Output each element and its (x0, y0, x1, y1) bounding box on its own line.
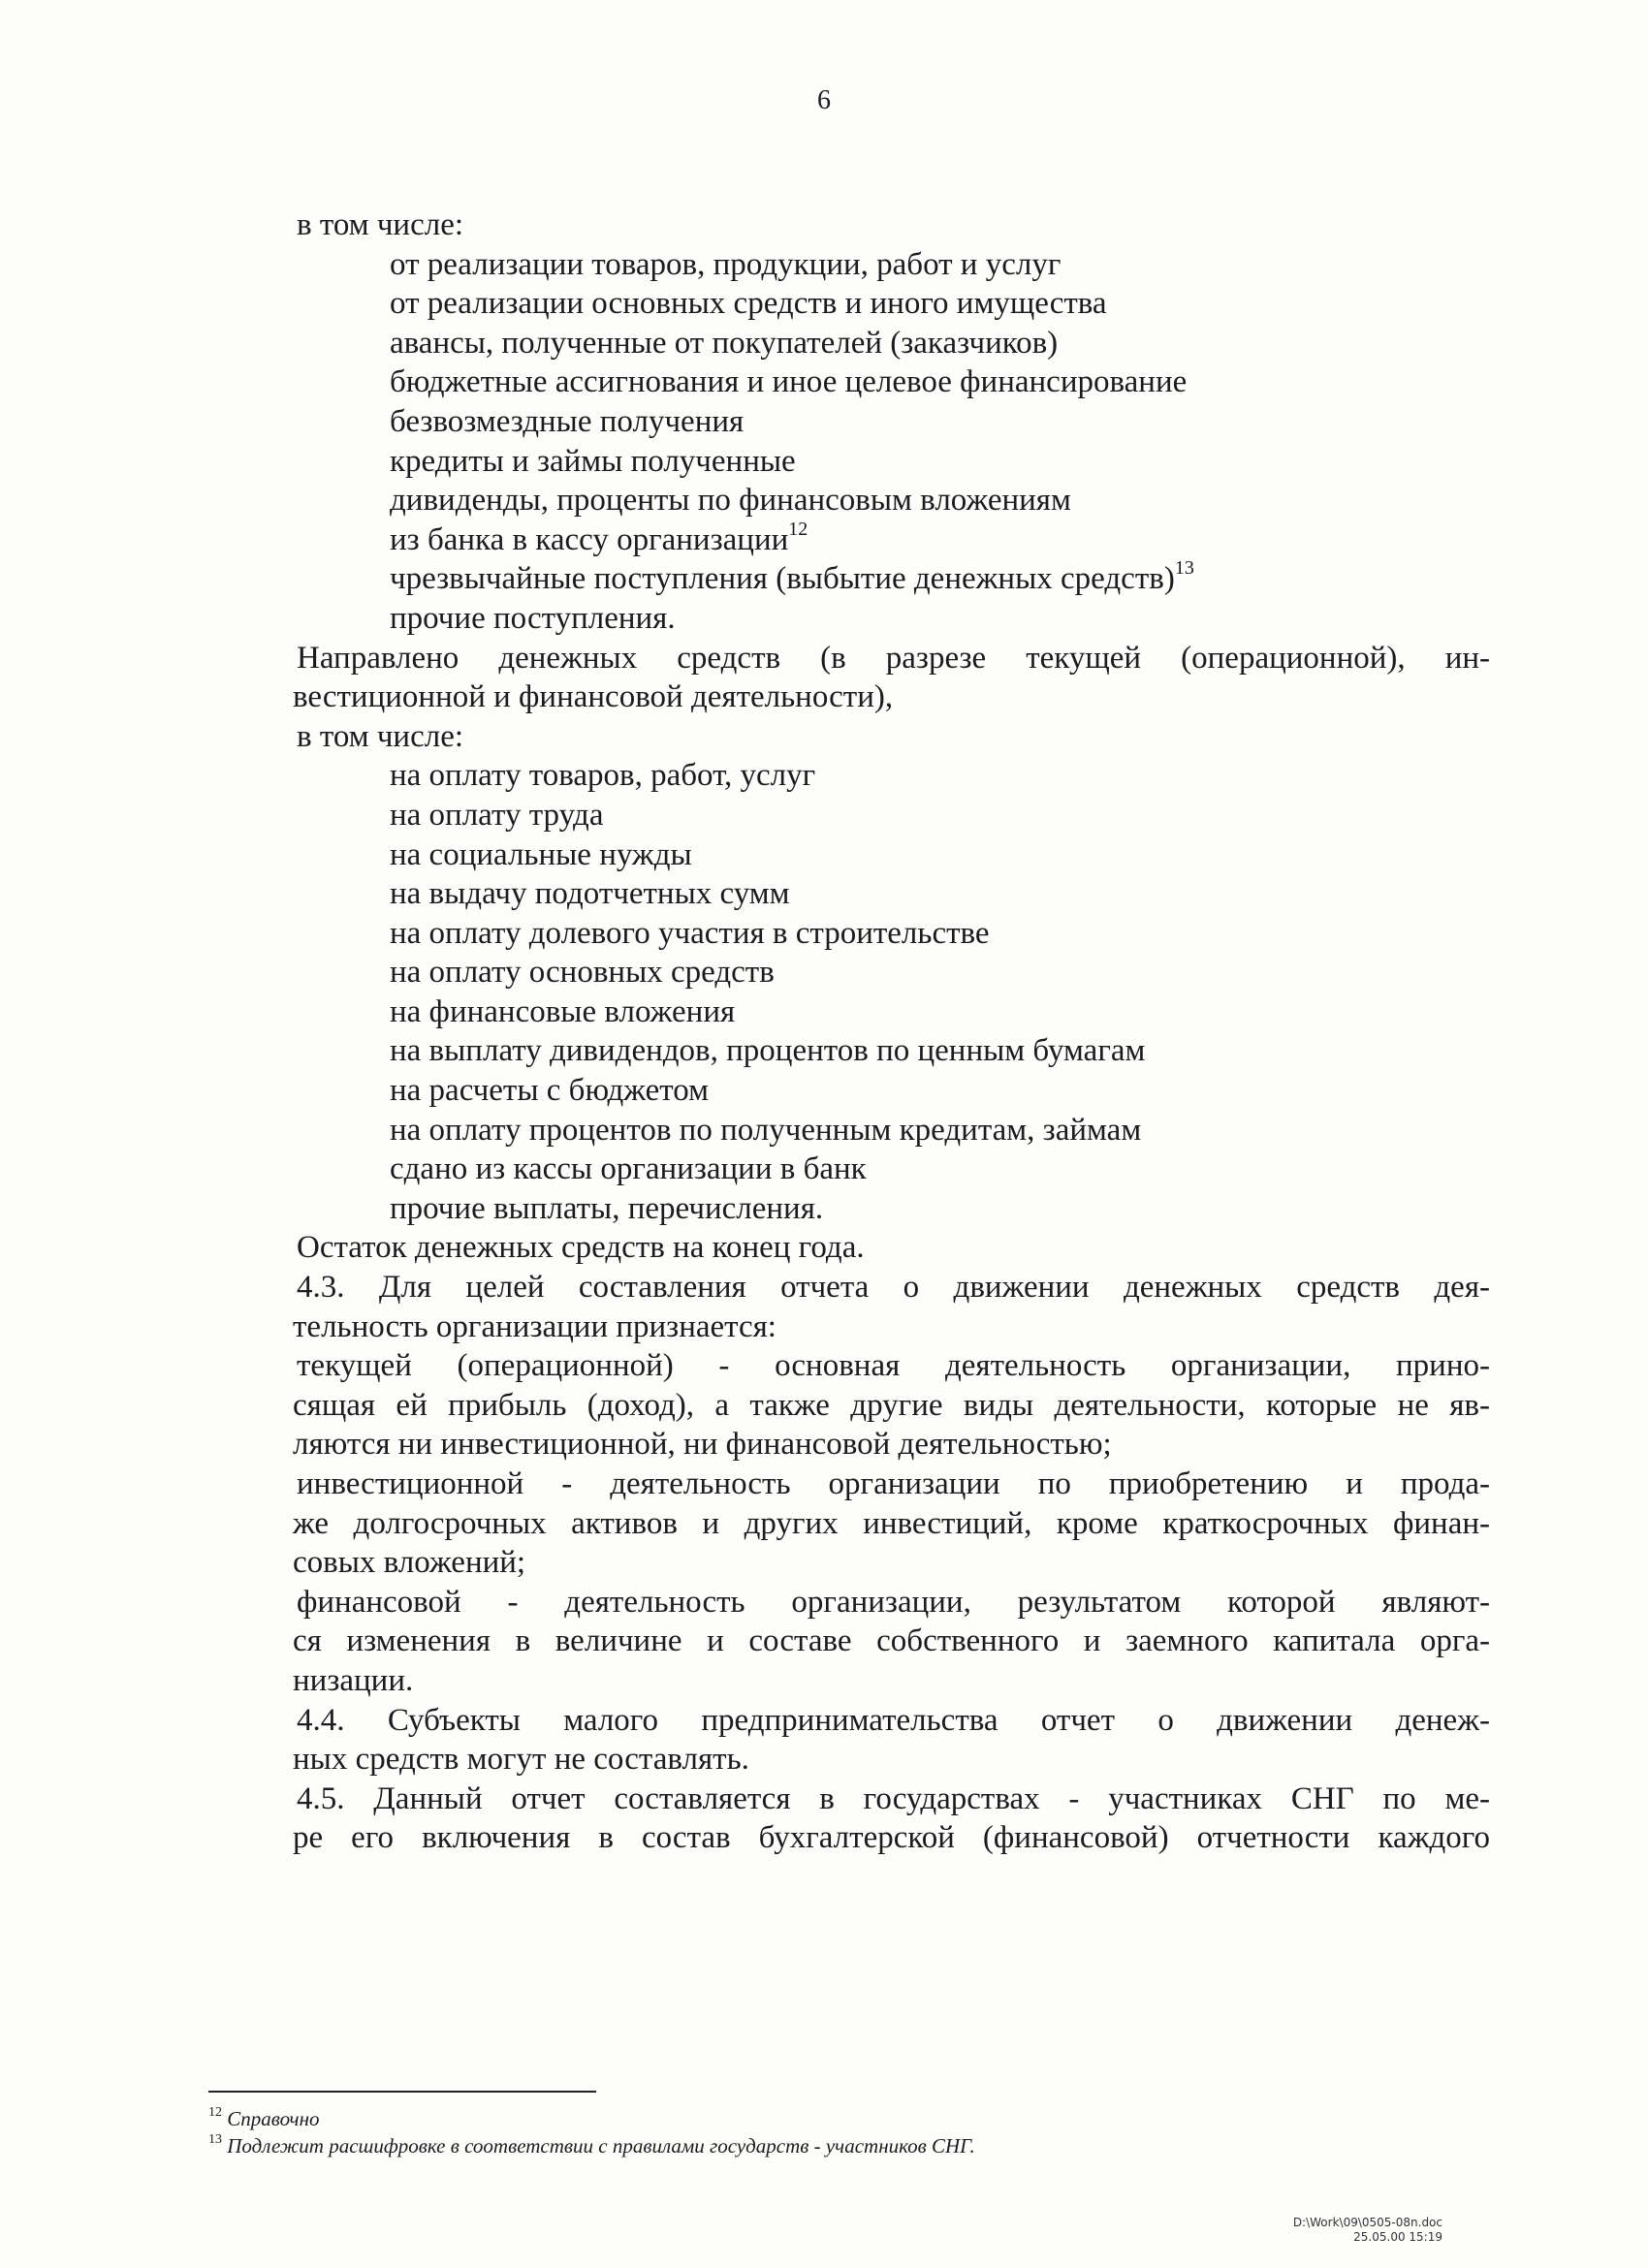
list-item (293, 559, 1490, 599)
document-body (293, 205, 1490, 1858)
list-item: на оплату основных средств (390, 955, 775, 991)
list-item: на расчеты с бюджетом (390, 1073, 709, 1109)
list-item: сдано из кассы организации в банк (390, 1151, 867, 1187)
list-item: на выплату дивидендов, процентов по ценным бумагам (390, 1033, 1146, 1069)
footnote-ref: 13 (1174, 557, 1194, 580)
paragraph-line: тельность организации признается: (293, 1308, 776, 1344)
list-item: прочие поступления. (390, 600, 676, 636)
text-line: в том числе: (297, 718, 464, 754)
paragraph-line: низации. (293, 1662, 414, 1698)
footnotes (208, 2105, 975, 2159)
footnote-text: Справочно (227, 2107, 320, 2130)
list-item: на оплату процентов по полученным кредитам, займам (390, 1112, 1142, 1148)
paragraph-line: ных средств могут не составлять. (293, 1742, 749, 1778)
list-item: на социальные нужды (390, 836, 692, 872)
list-item: от реализации основных средств и иного имущества (390, 286, 1107, 322)
text-line: в том числе: (297, 207, 464, 242)
paragraph-line: же долгосрочных активов и других инвестиций, кроме краткосрочных финан- (293, 1505, 1490, 1541)
paragraph-line: инвестиционной - деятельность организации по приобретению и прода- (297, 1466, 1490, 1501)
list-item: на оплату долевого участия в строительстве (390, 915, 990, 951)
footnote-13 (208, 2132, 975, 2159)
paragraph-line: финансовой - деятельность организации, результатом которой являют- (297, 1584, 1490, 1620)
list-item (293, 520, 1490, 560)
paragraph-line: 4.5. Данный отчет составляется в государствах - участниках СНГ по ме- (297, 1780, 1490, 1816)
list-item: бюджетные ассигнования и иное целевое финансирование (390, 364, 1188, 400)
footnote-separator (208, 2091, 596, 2093)
footnote-ref: 12 (788, 518, 808, 540)
footnote-12 (208, 2105, 975, 2132)
paragraph-line: Направлено денежных средств (в разрезе текущей (операционной), ин- (297, 640, 1490, 676)
list-item: дивиденды, проценты по финансовым вложениям (390, 483, 1071, 519)
paragraph-line: 4.3. Для целей составления отчета о движении денежных средств дея- (297, 1270, 1490, 1306)
footnote-mark: 12 (208, 2105, 222, 2120)
list-item: прочие выплаты, перечисления. (390, 1190, 824, 1226)
list-item: авансы, полученные от покупателей (заказчиков) (390, 325, 1059, 361)
paragraph-line: ся изменения в величине и составе собственного и заемного капитала орга- (293, 1623, 1490, 1659)
list-item: на оплату труда (390, 797, 604, 833)
paragraph-line: сящая ей прибыль (доход), а также другие виды деятельности, которые не яв- (293, 1387, 1490, 1423)
list-item-text: из банка в кассу организации (390, 521, 789, 557)
file-datetime: 25.05.00 15:19 (1353, 2230, 1442, 2244)
list-item: на оплату товаров, работ, услуг (390, 758, 816, 794)
page-number: 6 (817, 85, 831, 115)
footnote-mark: 13 (208, 2132, 222, 2147)
paragraph-line: 4.4. Субъекты малого предпринимательства отчет о движении денеж- (297, 1702, 1490, 1738)
file-path: D:\Work\09\0505-08n.doc (1292, 2216, 1442, 2229)
list-item: безвозмездные получения (390, 403, 745, 439)
list-item: от реализации товаров, продукции, работ и услуг (390, 246, 1062, 282)
list-item: на выдачу подотчетных сумм (390, 876, 790, 912)
paragraph-line: совых вложений; (293, 1545, 526, 1581)
list-item: на финансовые вложения (390, 993, 736, 1029)
paragraph-line: вестиционной и финансовой деятельности), (293, 679, 894, 715)
list-item: кредиты и займы полученные (390, 443, 796, 479)
paragraph-line: ляются ни инвестиционной, ни финансовой деятельностью; (293, 1427, 1112, 1463)
text-line: Остаток денежных средств на конец года. (297, 1230, 865, 1266)
file-stamp (1293, 2216, 1442, 2245)
paragraph-line: текущей (операционной) - основная деятельность организации, прино- (297, 1348, 1490, 1384)
paragraph-line: ре его включения в состав бухгалтерской (финансовой) отчетности каждого (293, 1820, 1490, 1856)
footnote-text: Подлежит расшифровке в соответствии с правилами государств - участников СНГ. (227, 2134, 975, 2158)
list-item-text: чрезвычайные поступления (выбытие денежных средств) (390, 561, 1175, 597)
